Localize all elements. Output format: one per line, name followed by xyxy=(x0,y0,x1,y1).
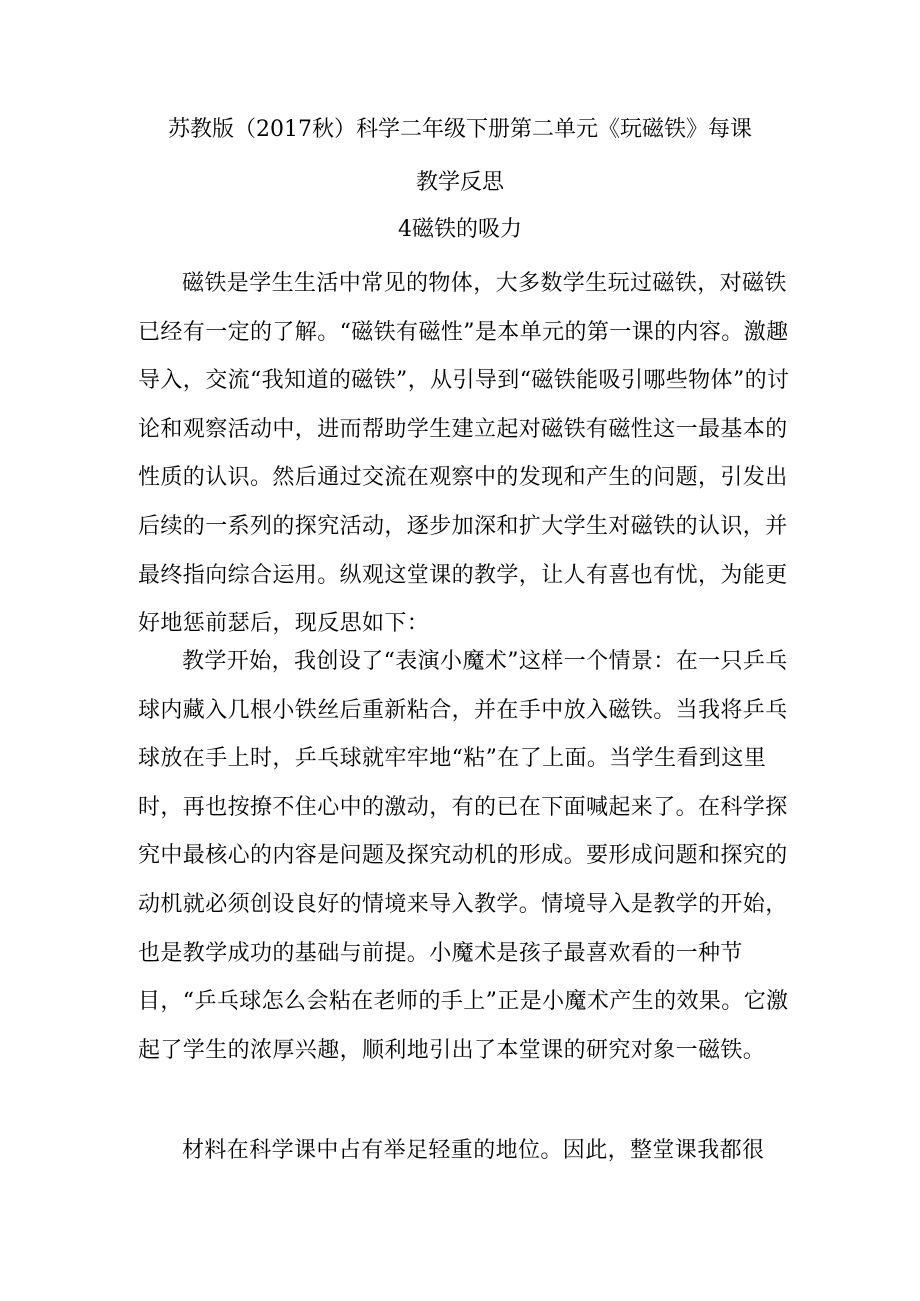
paragraph-3: 材料在科学课中占有举足轻重的地位。因此，整堂课我都很 xyxy=(182,1138,765,1163)
paragraph-1: 磁铁是学生生活中常见的物体，大多数学生玩过磁铁，对磁铁已经有一定的了解。“磁铁有磁性”是本单元的第一课的内容。激趣导入，交流“我知道的磁铁”，从引导到“磁铁能吸引哪些物体”的讨论和观察活动中，进而帮助学生建立起对磁铁有磁性这一最基本的性质的认识。然后通过交流在观察中的发现和产生的问题，引发出后续的一系列的探究活动，逐步加深和扩大学生对磁铁的认识，并最终指向综合运用。纵观这堂课的教学，让人有喜也有忧，为能更好地惩前瑟后，现反思如下： xyxy=(138,271,790,637)
paragraph-2: 教学开始，我创设了“表演小魔术”这样一个情景：在一只乒乓球内藏入几根小铁丝后重新粘合，并在手中放入磁铁。当我将乒乓球放在手上时，乒乓球就牢牢地“粘”在了上面。当学生看到这里时，再也按撩不住心中的激动，有的已在下面喊起来了。在科学探究中最核心的内容是问题及探究动机的形成。要形成问题和探究的动机就必须创设良好的情境来导入教学。情境导入是教学的开始，也是教学成功的基础与前提。小魔术是孩子最喜欢看的一种节目，“乒乓球怎么会粘在老师的手上”正是小魔术产生的效果。它激起了学生的浓厚兴趣，顺利地引出了本堂课的研究对象一磁铁。 xyxy=(138,649,789,1063)
document-title-line-2: 教学反思 xyxy=(415,170,504,195)
document-title-line-1: 苏教版（2017秋）科学二年级下册第二单元《玩磁铁》每课 xyxy=(168,117,752,142)
lesson-subtitle: 4磁铁的吸力 xyxy=(398,217,522,242)
